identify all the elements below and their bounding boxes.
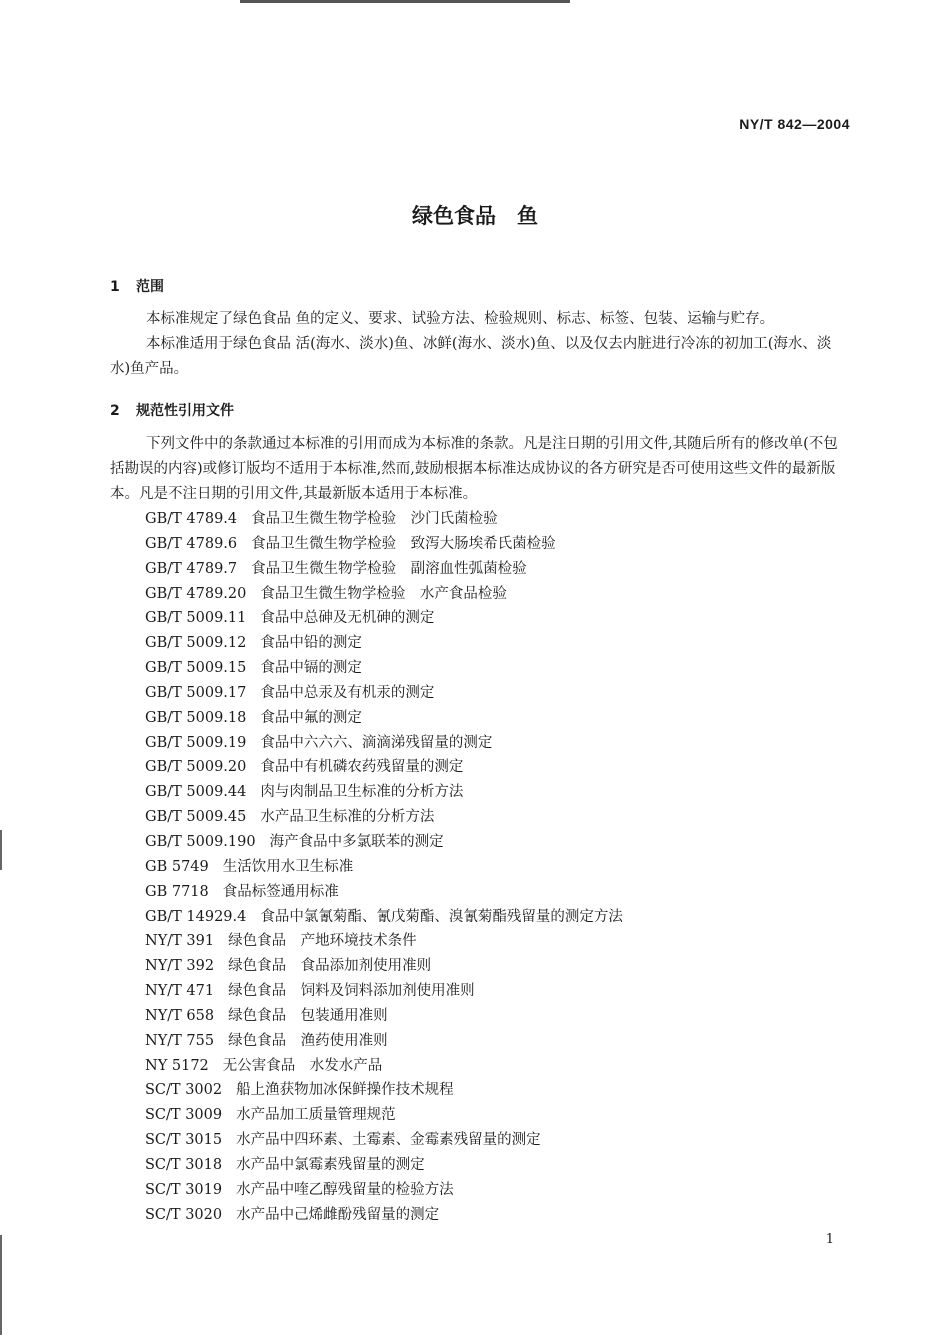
reference-title: 水产品卫生标准的分析方法 xyxy=(260,809,435,826)
reference-item xyxy=(145,606,623,631)
reference-title: 肉与肉制品卫生标准的分析方法 xyxy=(260,784,464,801)
reference-item xyxy=(145,929,623,954)
reference-title: 水产品中喹乙醇残留量的检验方法 xyxy=(236,1181,454,1198)
reference-code: NY/T 471 xyxy=(145,983,215,1000)
reference-item xyxy=(145,1128,623,1153)
reference-code: GB/T 5009.15 xyxy=(145,660,247,677)
reference-item xyxy=(145,1153,623,1178)
reference-code: GB/T 5009.19 xyxy=(145,734,247,751)
reference-title: 食品中氯氰菊酯、氰戊菊酯、溴氰菊酯残留量的测定方法 xyxy=(260,908,623,925)
section-2-heading xyxy=(110,400,234,420)
reference-title: 绿色食品 产地环境技术条件 xyxy=(228,933,417,950)
reference-title: 绿色食品 食品添加剂使用准则 xyxy=(228,958,432,975)
reference-code: GB 5749 xyxy=(145,858,209,875)
reference-code: GB/T 4789.6 xyxy=(145,535,238,552)
reference-title: 食品卫生微生物学检验 水产食品检验 xyxy=(260,585,507,602)
paragraph: 下列文件中的条款通过本标准的引用而成为本标准的条款。凡是注日期的引用文件,其随后所有的修改单(不包括勘误的内容)或修订版均不适用于本标准,然而,鼓励根据本标准达成协议的各方研究是否可使用这些文件的最新版本。凡是不注日期的引用文件,其最新版本适用于本标准。 xyxy=(110,436,838,502)
reference-title: 食品标签通用标准 xyxy=(222,883,339,900)
reference-title: 绿色食品 包装通用准则 xyxy=(228,1007,388,1024)
reference-title: 水产品中四环素、土霉素、金霉素残留量的测定 xyxy=(236,1132,541,1149)
reference-title: 食品中六六六、滴滴涕残留量的测定 xyxy=(260,734,493,751)
document-title: 绿色食品 鱼 xyxy=(412,204,538,228)
reference-code: GB/T 5009.17 xyxy=(145,684,247,701)
section-number: 2 xyxy=(110,403,120,419)
reference-code: SC/T 3015 xyxy=(145,1132,223,1149)
reference-code: GB/T 4789.20 xyxy=(145,585,247,602)
paragraph: 本标准适用于绿色食品 活(海水、淡水)鱼、冰鲜(海水、淡水)鱼、以及仅去内脏进行冷冻的初加工(海水、淡水)鱼产品。 xyxy=(110,336,832,377)
reference-code: GB 7718 xyxy=(145,883,209,900)
reference-item xyxy=(145,731,623,756)
reference-item xyxy=(145,1203,623,1228)
reference-item xyxy=(145,880,623,905)
reference-item xyxy=(145,805,623,830)
reference-item xyxy=(145,1103,623,1128)
reference-item xyxy=(145,1004,623,1029)
reference-title: 食品卫生微生物学检验 致泻大肠埃希氏菌检验 xyxy=(251,535,556,552)
reference-code: NY/T 392 xyxy=(145,958,215,975)
paragraph: 本标准规定了绿色食品 鱼的定义、要求、试验方法、检验规则、标志、标签、包装、运输与贮存。 xyxy=(146,311,775,327)
reference-title: 食品卫生微生物学检验 沙门氏菌检验 xyxy=(251,511,498,527)
reference-code: GB/T 5009.11 xyxy=(145,610,247,627)
reference-code: NY/T 391 xyxy=(145,933,215,950)
reference-code: GB/T 4789.7 xyxy=(145,560,238,577)
reference-code: NY 5172 xyxy=(145,1057,209,1074)
normative-references-list xyxy=(145,507,623,1227)
reference-code: NY/T 755 xyxy=(145,1032,215,1049)
reference-item xyxy=(145,855,623,880)
reference-item xyxy=(145,1078,623,1103)
reference-title: 水产品加工质量管理规范 xyxy=(236,1107,396,1124)
reference-item xyxy=(145,681,623,706)
reference-code: SC/T 3019 xyxy=(145,1181,223,1198)
reference-code: GB/T 5009.190 xyxy=(145,833,256,850)
reference-code: GB/T 5009.12 xyxy=(145,635,247,652)
reference-title: 绿色食品 饲料及饲料添加剂使用准则 xyxy=(228,983,475,1000)
reference-code: NY/T 658 xyxy=(145,1007,215,1024)
section-1-heading xyxy=(110,276,164,296)
top-edge-bar xyxy=(240,0,570,3)
scan-margin-mark xyxy=(0,1235,2,1335)
reference-title: 水产品中己烯雌酚残留量的测定 xyxy=(236,1206,440,1223)
reference-title: 水产品中氯霉素残留量的测定 xyxy=(236,1156,425,1173)
reference-item xyxy=(145,532,623,557)
reference-title: 食品中氟的测定 xyxy=(260,709,362,726)
section-number: 1 xyxy=(110,279,120,295)
reference-title: 船上渔获物加冰保鲜操作技术规程 xyxy=(236,1082,454,1099)
reference-title: 食品中有机磷农药残留量的测定 xyxy=(260,759,464,776)
section-title: 范围 xyxy=(136,279,164,295)
reference-item xyxy=(145,507,623,532)
reference-title: 食品中铅的测定 xyxy=(260,635,362,652)
reference-item xyxy=(145,631,623,656)
reference-title: 绿色食品 渔药使用准则 xyxy=(228,1032,388,1049)
reference-code: GB/T 5009.44 xyxy=(145,784,247,801)
reference-code: SC/T 3009 xyxy=(145,1107,223,1124)
reference-item xyxy=(145,656,623,681)
standard-number: NY/T 842—2004 xyxy=(739,116,850,132)
reference-code: SC/T 3018 xyxy=(145,1156,223,1173)
reference-item xyxy=(145,755,623,780)
reference-code: GB/T 5009.20 xyxy=(145,759,247,776)
reference-title: 无公害食品 水发水产品 xyxy=(222,1057,383,1074)
reference-item xyxy=(145,1029,623,1054)
reference-code: GB/T 14929.4 xyxy=(145,908,247,925)
reference-title: 食品中总砷及无机砷的测定 xyxy=(260,610,435,627)
reference-title: 食品卫生微生物学检验 副溶血性弧菌检验 xyxy=(251,560,527,577)
reference-item xyxy=(145,954,623,979)
reference-title: 食品中镉的测定 xyxy=(260,660,362,677)
reference-code: SC/T 3002 xyxy=(145,1082,223,1099)
reference-item xyxy=(145,830,623,855)
reference-title: 食品中总汞及有机汞的测定 xyxy=(260,684,435,701)
reference-code: GB/T 5009.45 xyxy=(145,809,247,826)
reference-item xyxy=(145,582,623,607)
reference-title: 生活饮用水卫生标准 xyxy=(222,858,354,875)
reference-code: GB/T 4789.4 xyxy=(145,511,238,527)
reference-item xyxy=(145,706,623,731)
page-number: 1 xyxy=(825,1232,834,1247)
section-title: 规范性引用文件 xyxy=(136,403,234,419)
reference-item xyxy=(145,780,623,805)
reference-code: SC/T 3020 xyxy=(145,1206,223,1223)
scan-margin-mark xyxy=(0,830,2,870)
reference-item xyxy=(145,1178,623,1203)
reference-item xyxy=(145,905,623,930)
reference-title: 海产食品中多氯联苯的测定 xyxy=(269,833,444,850)
reference-item xyxy=(145,1054,623,1079)
reference-item xyxy=(145,557,623,582)
reference-code: GB/T 5009.18 xyxy=(145,709,247,726)
reference-item xyxy=(145,979,623,1004)
